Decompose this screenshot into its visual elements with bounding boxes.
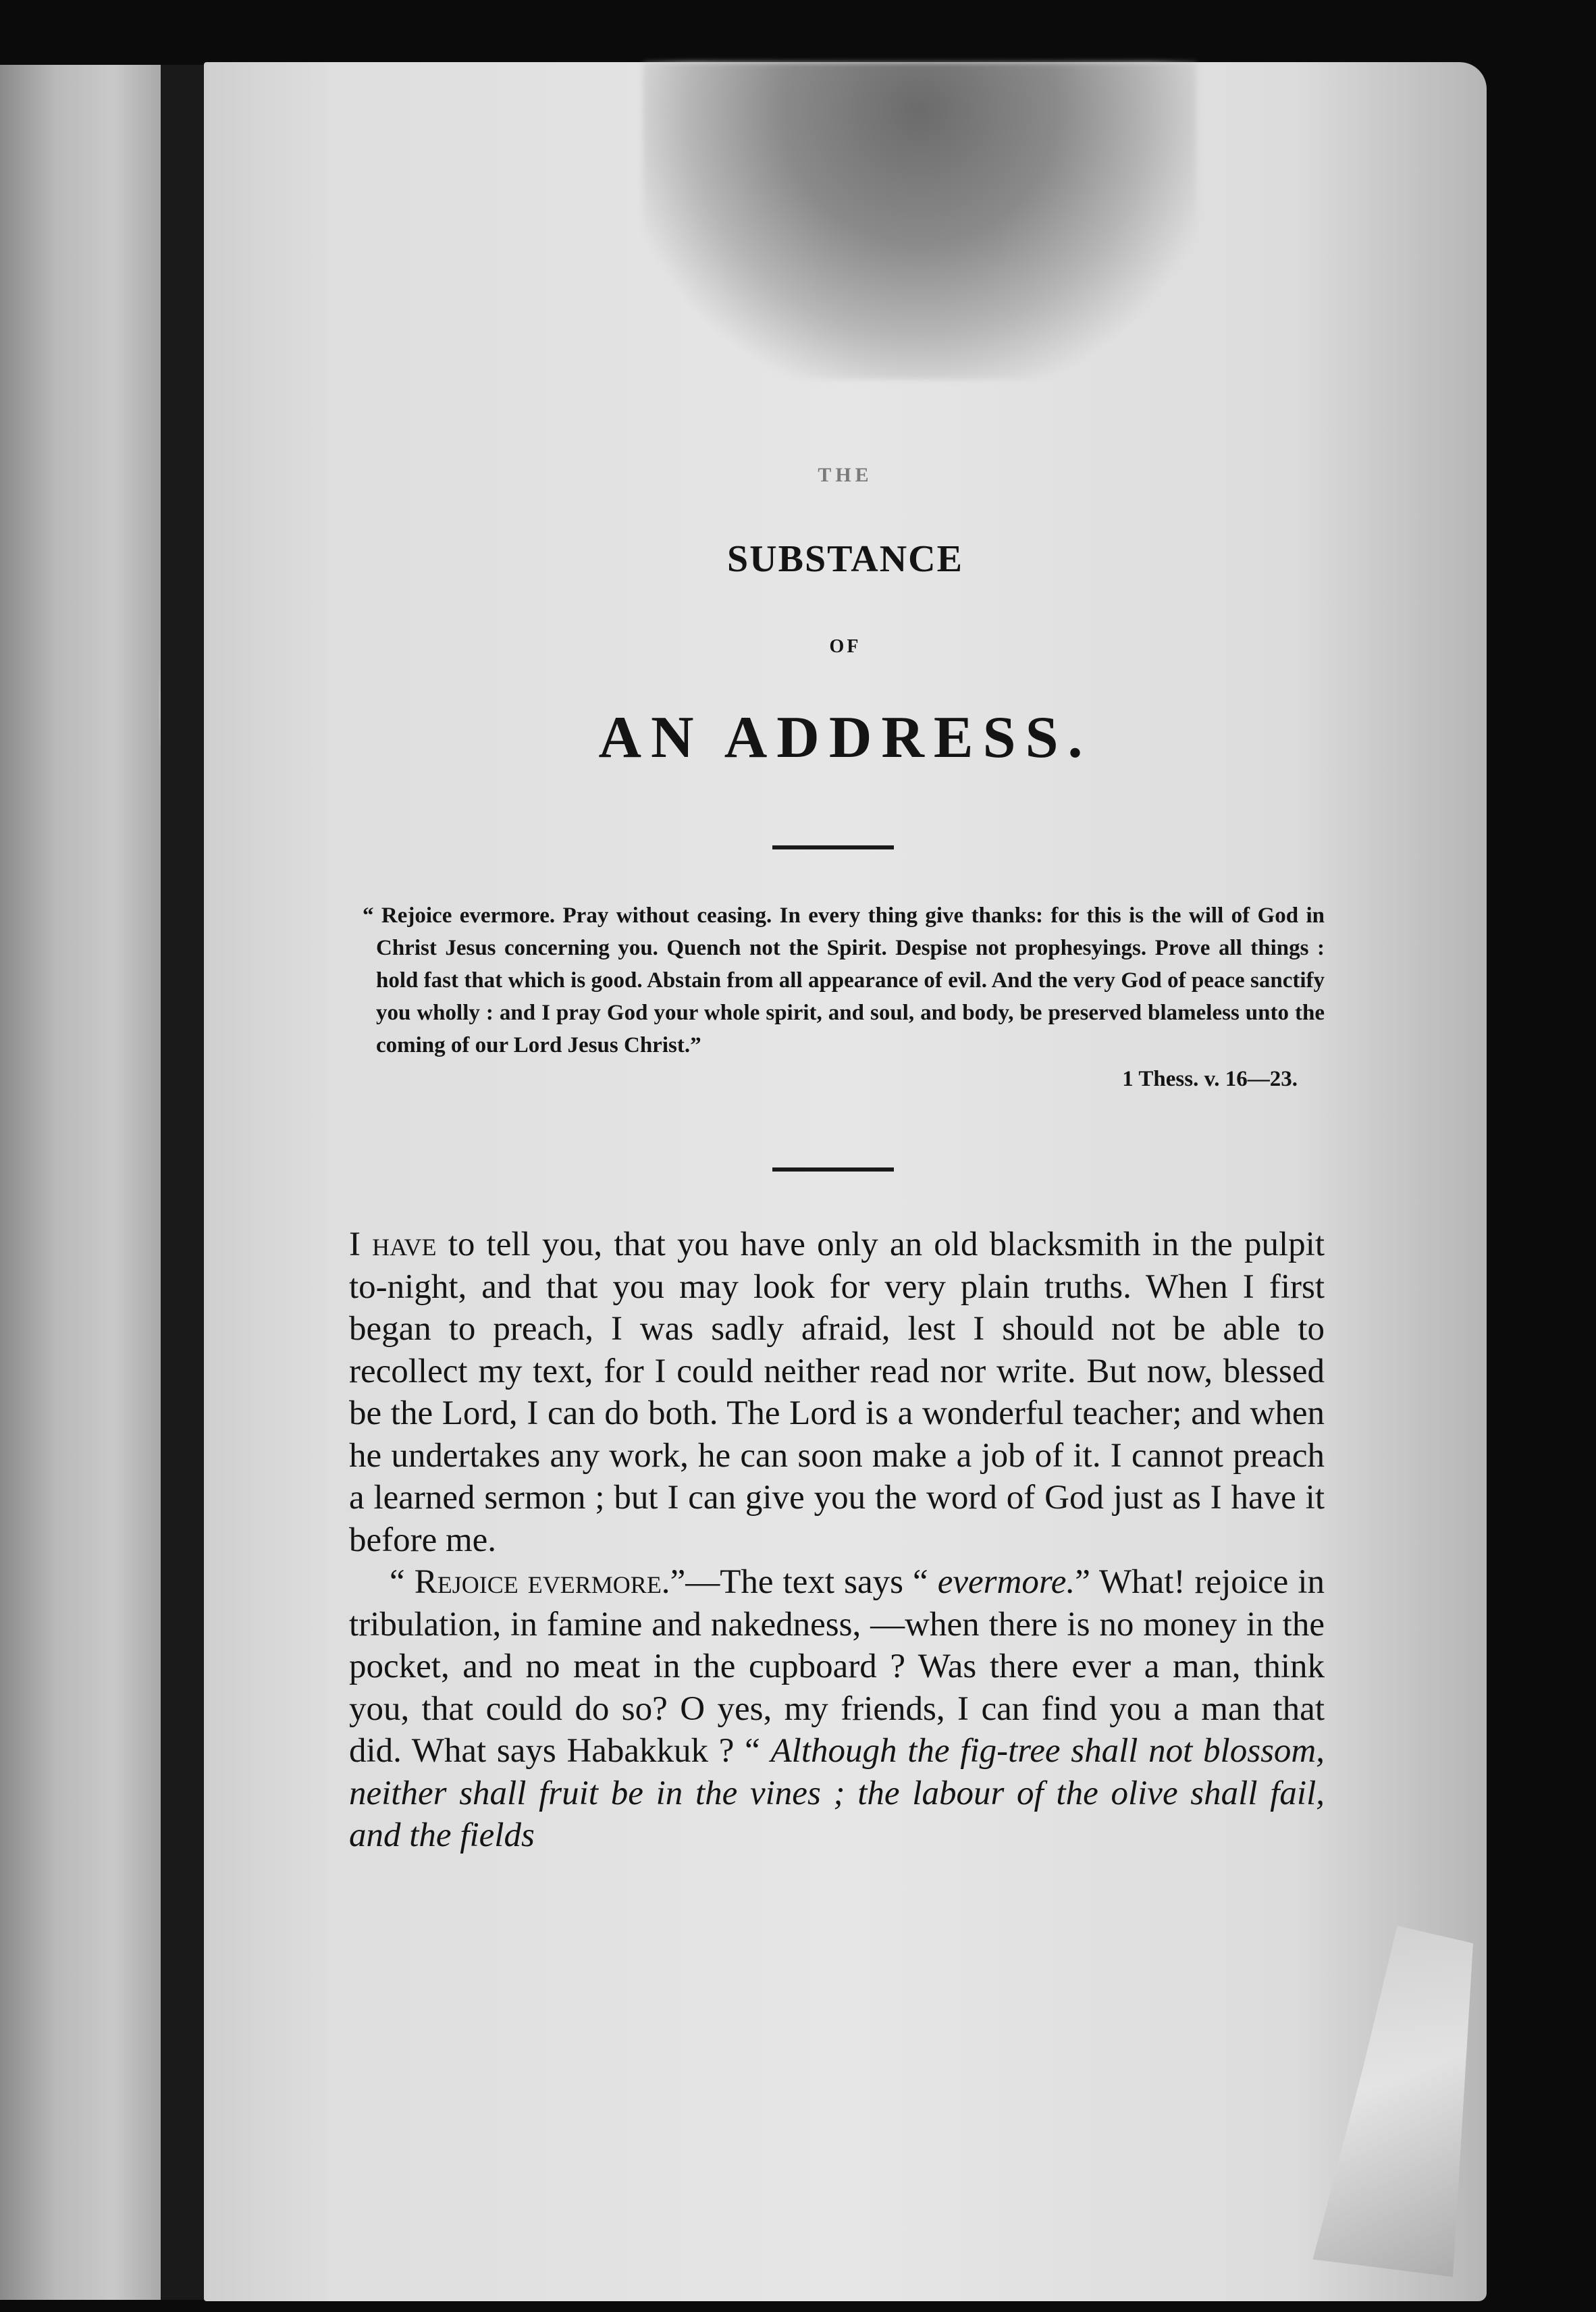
facing-page-edge bbox=[0, 65, 161, 2300]
book-gutter bbox=[161, 65, 204, 2300]
title-an-address: AN ADDRESS. bbox=[598, 705, 1092, 770]
epigraph-citation: 1 Thess. v. 16—23. bbox=[1122, 1067, 1298, 1091]
epigraph-text: “ Rejoice evermore. Pray without ceasing. In every thing give thanks: for this is the will of God in Christ Jesus concerning you. Quench not the Spirit. Despise not prophesyings. Prove all things : hold fast that which is good. Abstain from all appearance of evil. And the very God of peace sanctify you wholly : and I pray God your whole spirit, and soul, and body, be preserved blameless unto the coming of our Lord Jesus Christ.” bbox=[363, 903, 1325, 1057]
paragraph-2 bbox=[349, 1561, 1325, 1857]
epigraph bbox=[342, 899, 1325, 1095]
paragraph-2-lead: ”—The text says “ bbox=[670, 1563, 938, 1601]
sermon-body bbox=[349, 1224, 1325, 1857]
open-quote: “ bbox=[390, 1563, 415, 1601]
book-page bbox=[204, 62, 1487, 2301]
text-heading: Rejoice evermore. bbox=[414, 1563, 670, 1601]
emphasis-evermore: evermore. bbox=[937, 1563, 1075, 1601]
paragraph-1-text: to tell you, that you have only an old blacksmith in the pulpit to-night, and that you may look for very plain truths. When I first began to preach, I was sadly afraid, lest I should not be able to recollect my text, for I could neither read nor write. But now, blessed be the Lord, I can do both. The Lord is a wonderful teacher; and when he undertakes any work, he can soon make a job of it. I cannot preach a learned sermon ; but I can give you the word of God just as I have it before me. bbox=[349, 1226, 1325, 1559]
paragraph-1 bbox=[349, 1224, 1325, 1561]
divider-rule-top bbox=[772, 845, 894, 849]
habakkuk-quote: Although the fig-tree shall not blossom, neither shall fruit be in the vines ; the labour of the olive shall fail, and the fields bbox=[349, 1732, 1325, 1854]
title-of: OF bbox=[829, 636, 861, 657]
title-substance: SUBSTANCE bbox=[727, 538, 963, 580]
paragraph-2-text: ” What! rejoice in tribulation, in famine and nakedness, —when there is no money in the pocket, and no meat in the cupboard ? Was there ever a man, think you, that could do so? O yes, my friends, I can find you a man that did. What says Habakkuk ? “ bbox=[349, 1563, 1325, 1770]
small-title: THE bbox=[818, 464, 873, 486]
opening-words: I have bbox=[349, 1226, 437, 1263]
divider-rule-bottom bbox=[772, 1167, 894, 1172]
page-content bbox=[204, 62, 1487, 2301]
